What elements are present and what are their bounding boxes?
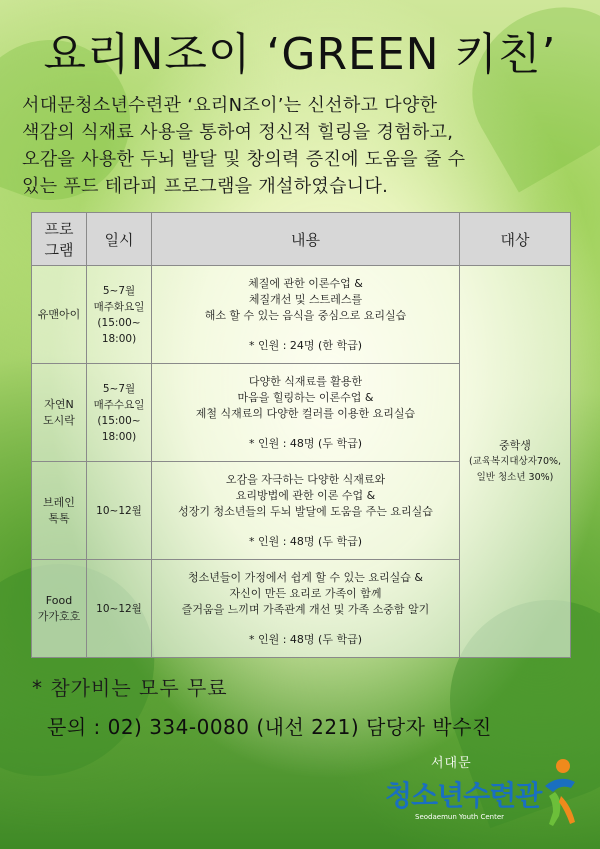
logo-top-text: 서대문 (431, 756, 472, 771)
header-content: 내용 (152, 213, 460, 266)
program-content (152, 560, 460, 658)
content-text: 청소년들이 가정에서 쉽게 할 수 있는 요리실습 & 자신이 만든 요리로 가족이 함께 즐거움을 느끼며 가족관계 개선 및 가족 소중함 알기 (181, 570, 430, 616)
program-date: 5~7월 매주수요일 (15:00~ 18:00) (87, 364, 152, 462)
poster-title: 요리N조이 ‘GREEN 키친’ (43, 29, 557, 80)
program-date: 10~12월 (87, 560, 152, 658)
contact-info: 문의 : 02) 334-0080 (내선 221) 담당자 박수진 (47, 715, 492, 739)
capacity-text: * 인원 : 48명 (두 학급) (248, 534, 363, 548)
program-content (152, 266, 460, 364)
header-program: 프로 그램 (32, 213, 87, 266)
center-logo (385, 752, 585, 832)
intro-line: 색감의 식재료 사용을 통하여 정신적 힐링을 경험하고, (22, 122, 454, 143)
target-detail: (교육복지대상자70%, 일반 청소년 30%) (468, 455, 562, 483)
content-text: 다양한 식재료를 활용한 마음을 힐링하는 이론수업 & 제철 식재료의 다양한 컬러를 이용한 요리실습 (195, 374, 416, 420)
program-date: 10~12월 (87, 462, 152, 560)
capacity-text: * 인원 : 48명 (두 학급) (248, 632, 363, 646)
intro-line: 서대문청소년수련관 ‘요리N조이’는 신선하고 다양한 (22, 95, 438, 116)
program-name: Food 가가호호 (32, 560, 87, 658)
program-name: 브레인 톡톡 (32, 462, 87, 560)
header-target: 대상 (460, 213, 571, 266)
capacity-text: * 인원 : 24명 (한 학급) (248, 338, 363, 352)
program-name: 유맨아이 (32, 266, 87, 364)
fee-notice: * 참가비는 모두 무료 (32, 676, 228, 700)
target-cell (460, 266, 571, 658)
content-text: 오감을 자극하는 다양한 식재료와 요리방법에 관한 이론 수업 & 성장기 청소년들의 두뇌 발달에 도움을 주는 요리실습 (178, 472, 433, 518)
table-header-row (32, 213, 571, 266)
intro-text (22, 92, 582, 200)
program-content (152, 364, 460, 462)
intro-line: 있는 푸드 테라피 프로그램을 개설하였습니다. (22, 176, 389, 197)
program-date: 5~7월 매주화요일 (15:00~ 18:00) (87, 266, 152, 364)
program-table (31, 212, 571, 658)
program-name: 자연N 도시락 (32, 364, 87, 462)
content-text: 체질에 관한 이론수업 & 체질개선 및 스트레스를 해소 할 수 있는 음식을 중심으로 요리실습 (204, 276, 407, 322)
capacity-text: * 인원 : 48명 (두 학급) (248, 436, 363, 450)
intro-line: 오감을 사용한 두뇌 발달 및 창의력 증진에 도움을 줄 수 (22, 149, 466, 170)
logo-main-text: 청소년수련관 (385, 779, 542, 812)
header-schedule: 일시 (87, 213, 152, 266)
youth-figure-icon (535, 756, 583, 828)
table-row (32, 266, 571, 364)
target-main: 중학생 (499, 438, 531, 452)
logo-sub-text: Seodaemun Youth Center (415, 813, 505, 821)
program-content (152, 462, 460, 560)
